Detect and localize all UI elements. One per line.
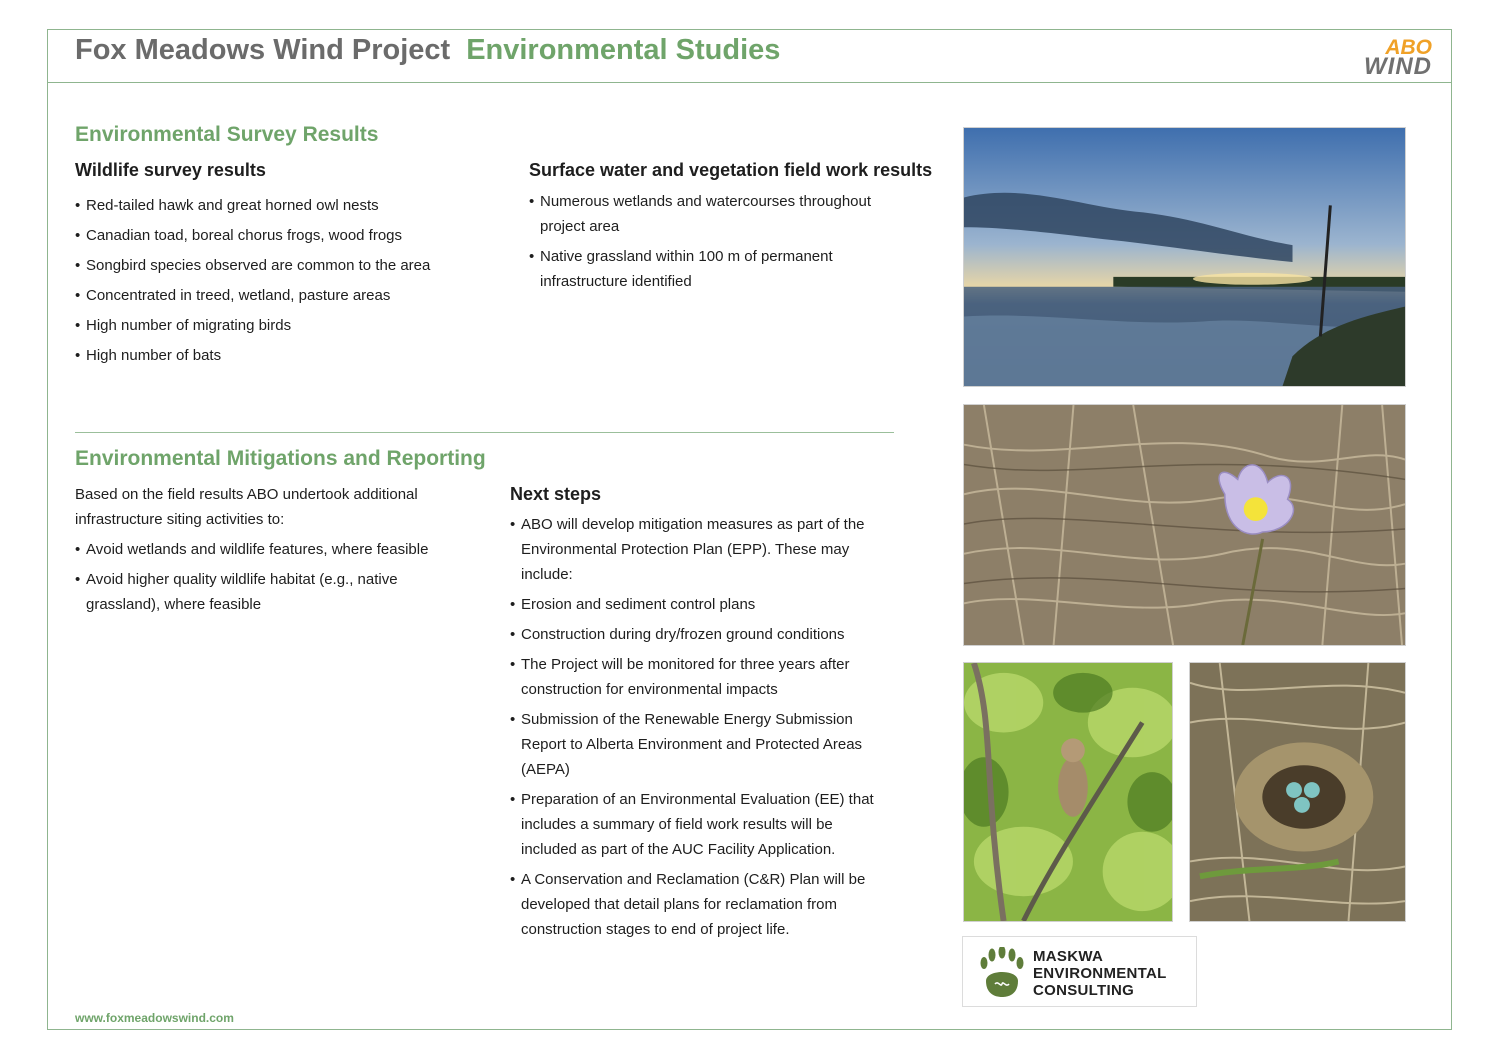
water-item: • Native grassland within 100 m of permanent infrastructure identified xyxy=(529,244,899,294)
logo-abo-text: ABO xyxy=(1385,36,1432,59)
next-step-item: • Preparation of an Environmental Evaluation (EE) that includes a summary of field work results will be included as part of the AUC Facility Application. xyxy=(510,787,885,862)
mitigation-heading: Environmental Mitigations and Reporting xyxy=(75,447,486,470)
wildlife-list xyxy=(75,193,495,373)
wetland-sunset-photo xyxy=(963,127,1406,387)
next-steps-heading: Next steps xyxy=(510,484,602,504)
next-steps-list xyxy=(510,512,885,947)
footer-url: www.foxmeadowswind.com xyxy=(75,1011,234,1025)
wildlife-item: • Concentrated in treed, wetland, pasture areas xyxy=(75,283,495,308)
mitigation-item: • Avoid wetlands and wildlife features, where feasible xyxy=(75,537,465,562)
next-step-item: • ABO will develop mitigation measures as part of the Environmental Protection Plan (EPP). These may include: xyxy=(510,512,885,587)
next-step-item: • Construction during dry/frozen ground conditions xyxy=(510,622,885,647)
abo-wind-logo xyxy=(1352,38,1432,78)
wildlife-heading: Wildlife survey results xyxy=(75,160,266,180)
section-divider xyxy=(75,432,894,433)
next-step-item: • The Project will be monitored for three years after construction for environmental impacts xyxy=(510,652,885,702)
wildlife-item: • Red-tailed hawk and great horned owl nests xyxy=(75,193,495,218)
water-item: • Numerous wetlands and watercourses throughout project area xyxy=(529,189,899,239)
partner-name xyxy=(1033,948,1167,999)
next-step-item: • Submission of the Renewable Energy Submission Report to Alberta Environment and Protected Areas (AEPA) xyxy=(510,707,885,782)
water-heading: Surface water and vegetation field work results xyxy=(529,160,933,180)
partner-line-3: CONSULTING xyxy=(1033,982,1135,999)
partner-line-1: MASKWA xyxy=(1033,948,1104,965)
page-title xyxy=(75,34,780,67)
owl-photo xyxy=(963,662,1173,922)
next-step-item: • A Conservation and Reclamation (C&R) Plan will be developed that detail plans for reclamation from construction stages to end of project life. xyxy=(510,867,885,942)
bird-nest-photo xyxy=(1189,662,1406,922)
next-step-item: • Erosion and sediment control plans xyxy=(510,592,885,617)
mitigation-item: • Avoid higher quality wildlife habitat (e.g., native grassland), where feasible xyxy=(75,567,465,617)
logo-wind-text: WIND xyxy=(1364,53,1432,80)
crocus-flower-photo xyxy=(963,404,1406,646)
water-list xyxy=(529,189,899,299)
mitigation-list xyxy=(75,537,465,622)
wildlife-item: • High number of bats xyxy=(75,343,495,368)
section-title: Environmental Studies xyxy=(466,34,781,66)
survey-heading: Environmental Survey Results xyxy=(75,123,379,146)
paw-icon xyxy=(978,947,1026,999)
wildlife-item: • High number of migrating birds xyxy=(75,313,495,338)
wildlife-item: • Canadian toad, boreal chorus frogs, wood frogs xyxy=(75,223,495,248)
maskwa-logo xyxy=(962,936,1197,1007)
mitigation-intro: Based on the field results ABO undertook additional infrastructure siting activities to: xyxy=(75,486,418,528)
partner-line-2: ENVIRONMENTAL xyxy=(1033,965,1167,982)
wildlife-item: • Songbird species observed are common to the area xyxy=(75,253,495,278)
project-title: Fox Meadows Wind Project xyxy=(75,34,451,66)
header-rule xyxy=(47,82,1452,83)
